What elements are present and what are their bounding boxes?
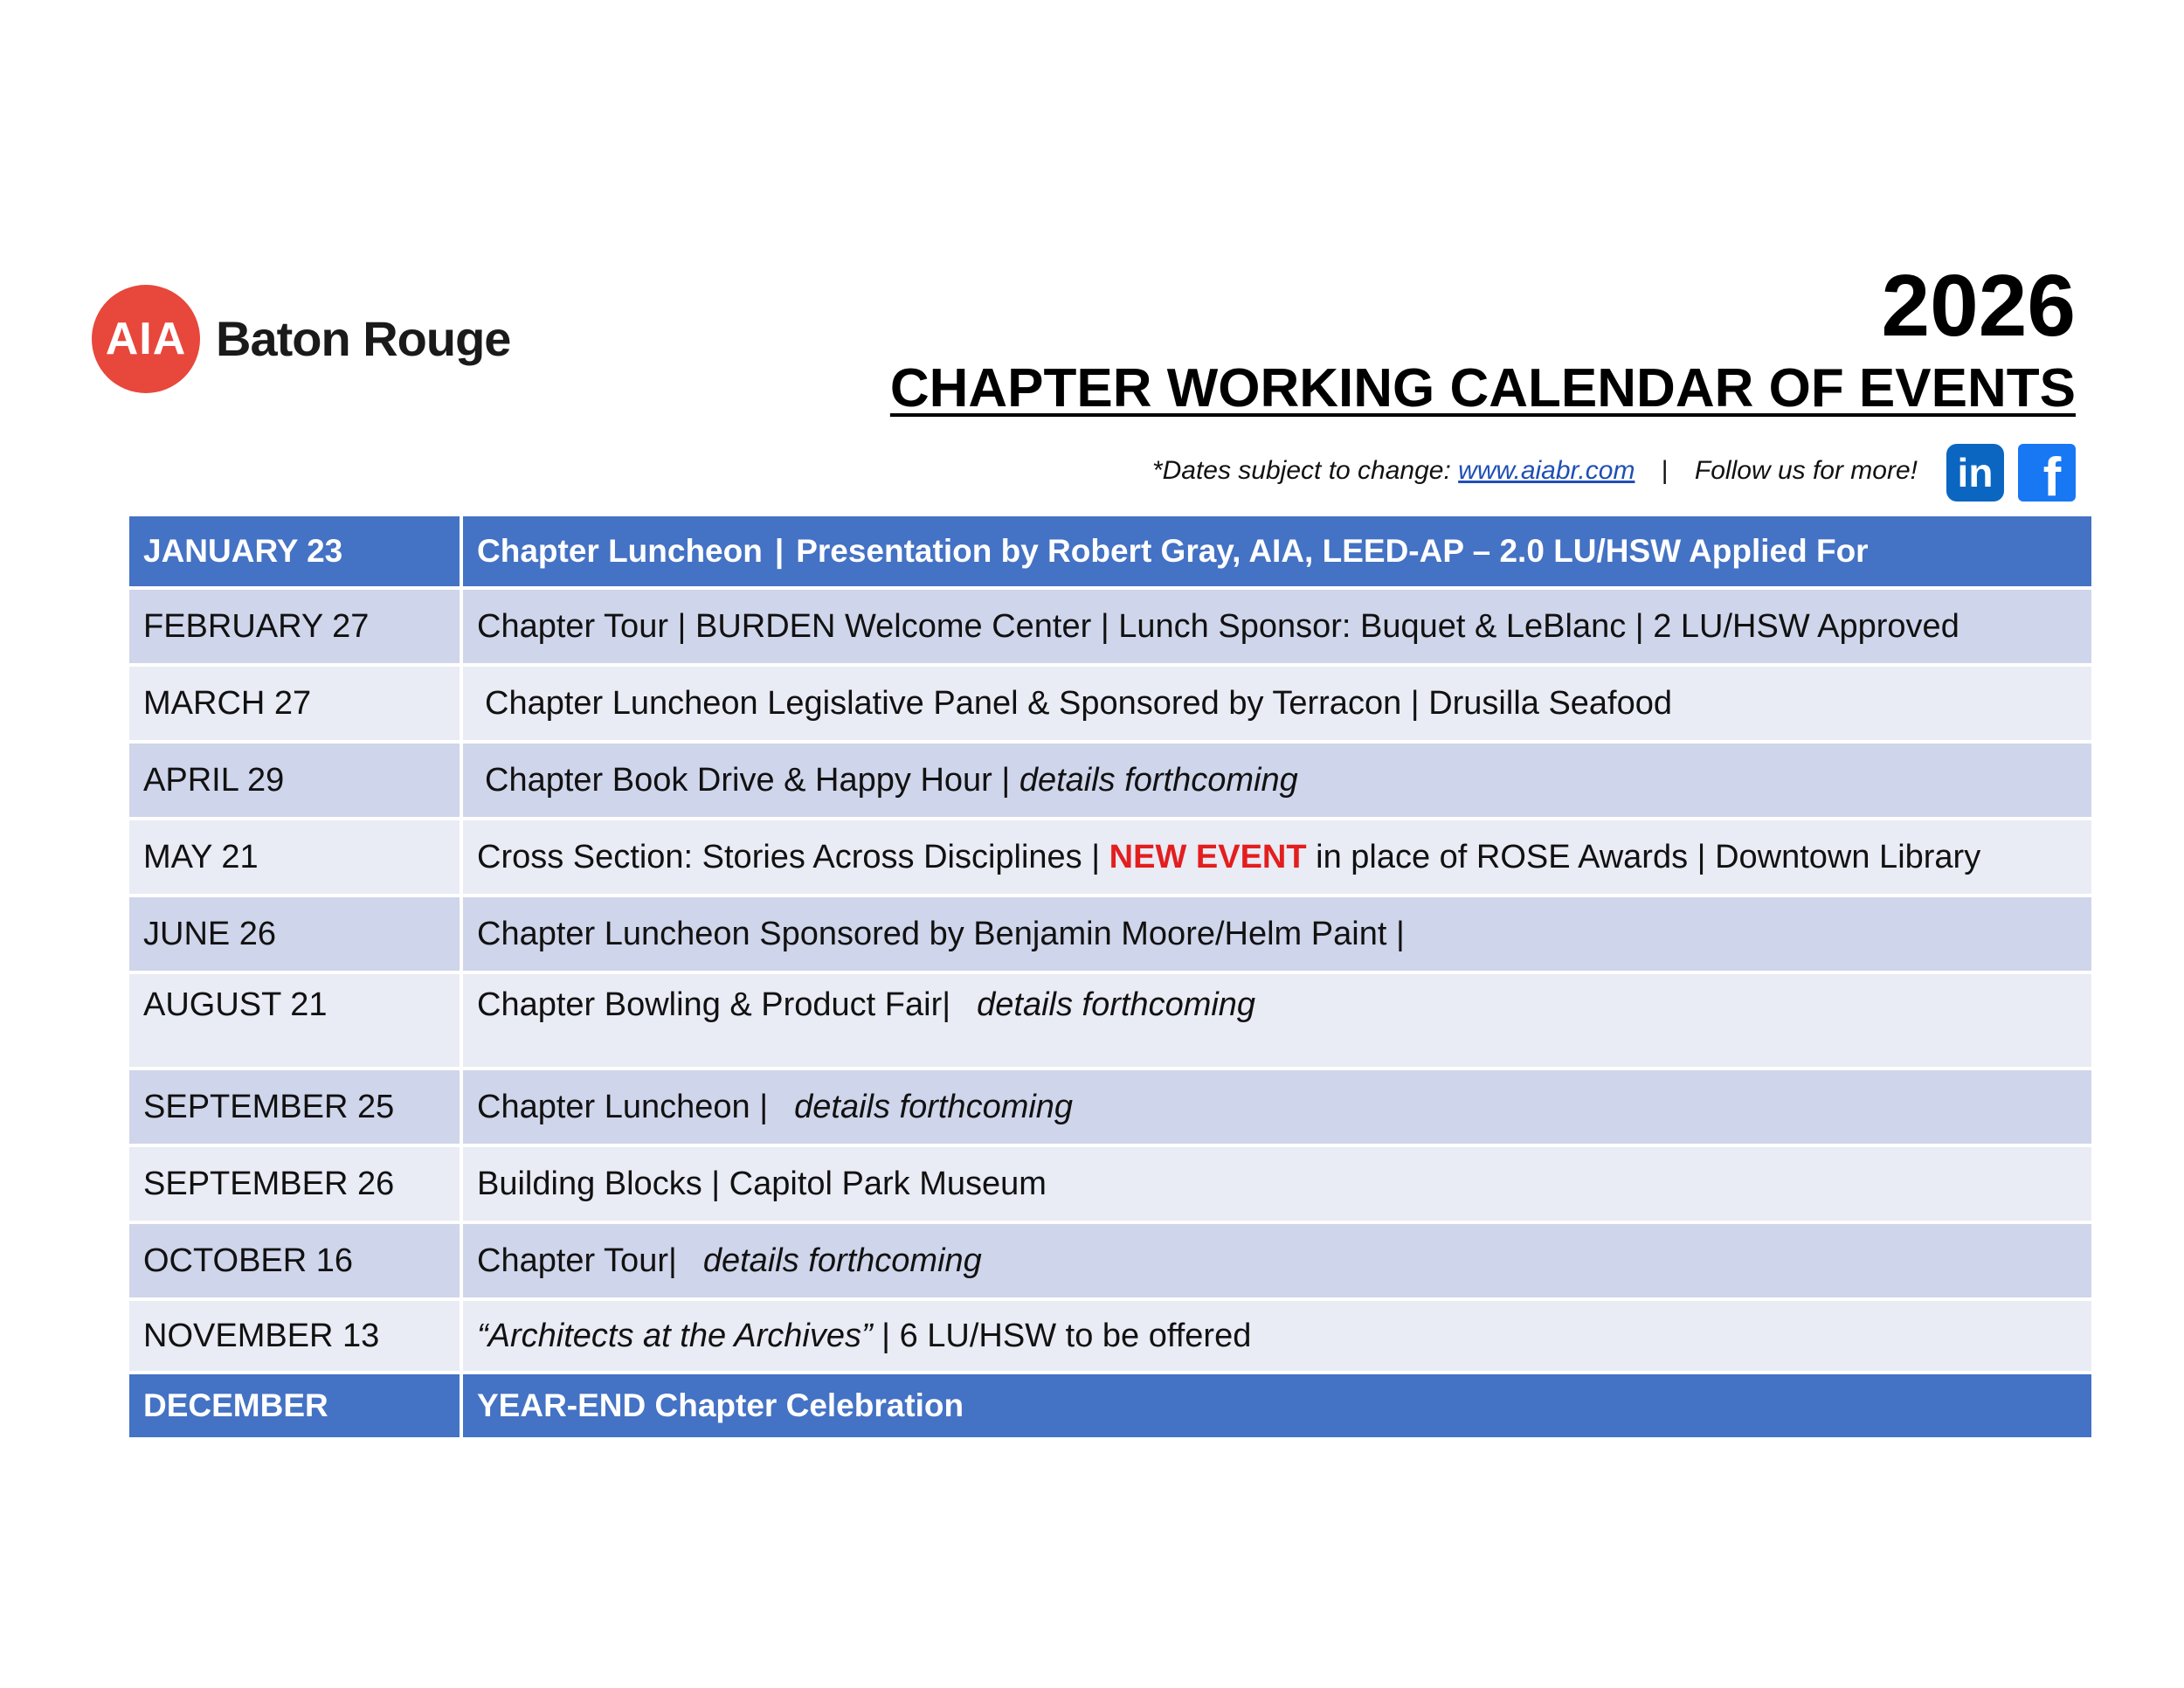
event-date: JANUARY 23 [128,515,461,588]
event-description: Chapter Tour | BURDEN Welcome Center | Lunch Sponsor: Buquet & LeBlanc | 2 LU/HSW Approved [461,588,2093,665]
follow-text: Follow us for more! [1694,456,1918,485]
table-row [128,1222,2093,1299]
event-title: Chapter Bowling & Product Fair| [477,986,951,1023]
event-description: Chapter Luncheon Sponsored by Benjamin Moore/Helm Paint | [461,896,2093,972]
new-event-badge: NEW EVENT [1109,838,1307,875]
event-description: YEAR-END Chapter Celebration [461,1373,2093,1439]
dates-note: *Dates subject to change: [1151,456,1451,485]
event-date: DECEMBER [128,1373,461,1439]
event-date: APRIL 29 [128,742,461,819]
table-row [128,1069,2093,1145]
event-description [461,819,2093,896]
page-title: CHAPTER WORKING CALENDAR OF EVENTS [889,358,2076,419]
table-row [128,665,2093,742]
event-title: Chapter Tour| [477,1242,677,1279]
event-description [461,1222,2093,1299]
facebook-icon[interactable]: f [2018,444,2076,502]
table-row [128,742,2093,819]
subheader-note [1152,456,1918,486]
event-title: “Architects at the Archives” [477,1317,873,1354]
event-description [461,972,2093,1069]
event-date: MARCH 27 [128,665,461,742]
social-links [1946,444,2076,502]
event-detail: | 6 LU/HSW to be offered [872,1317,1252,1354]
table-row [128,819,2093,896]
table-row [128,972,2093,1069]
logo-badge: AIA [92,285,200,393]
event-date: MAY 21 [128,819,461,896]
event-title: Chapter Luncheon | [477,1088,769,1125]
event-date: SEPTEMBER 26 [128,1145,461,1222]
event-detail: details forthcoming [1019,761,1298,799]
table-row [128,1373,2093,1439]
logo-name: Baton Rouge [216,311,511,366]
table-row [128,588,2093,665]
event-date: OCTOBER 16 [128,1222,461,1299]
event-date: SEPTEMBER 25 [128,1069,461,1145]
event-title: Chapter Book Drive & Happy Hour | [485,761,1019,799]
event-description: Chapter Luncheon Legislative Panel & Sponsored by Terracon | Drusilla Seafood [461,665,2093,742]
event-date: JUNE 26 [128,896,461,972]
event-detail: details forthcoming [702,1242,982,1279]
event-detail: Presentation by Robert Gray, AIA, LEED-AP – 2.0 LU/HSW Applied For [796,533,1869,569]
event-description: Building Blocks | Capitol Park Museum [461,1145,2093,1222]
events-table [126,513,2095,1441]
event-description [461,742,2093,819]
event-description: Chapter Luncheon | Presentation by Robert Gray, AIA, LEED-AP – 2.0 LU/HSW Applied For [461,515,2093,588]
event-description [461,1299,2093,1373]
event-detail: in place of ROSE Awards | Downtown Library [1306,838,1981,875]
separator: | [1661,456,1669,485]
table-row [128,1145,2093,1222]
event-title: Chapter Luncheon [477,533,763,569]
event-date: NOVEMBER 13 [128,1299,461,1373]
website-link[interactable]: www.aiabr.com [1458,456,1635,485]
table-row [128,515,2093,588]
event-detail: details forthcoming [977,986,1256,1023]
calendar-year: 2026 [1881,257,2076,355]
table-row [128,896,2093,972]
event-date: FEBRUARY 27 [128,588,461,665]
event-date: AUGUST 21 [128,972,461,1069]
aia-logo [92,284,510,393]
linkedin-icon[interactable]: in [1946,444,2004,502]
event-description [461,1069,2093,1145]
event-detail: details forthcoming [794,1088,1074,1125]
table-row [128,1299,2093,1373]
event-title: Cross Section: Stories Across Disciplines | [477,838,1109,875]
